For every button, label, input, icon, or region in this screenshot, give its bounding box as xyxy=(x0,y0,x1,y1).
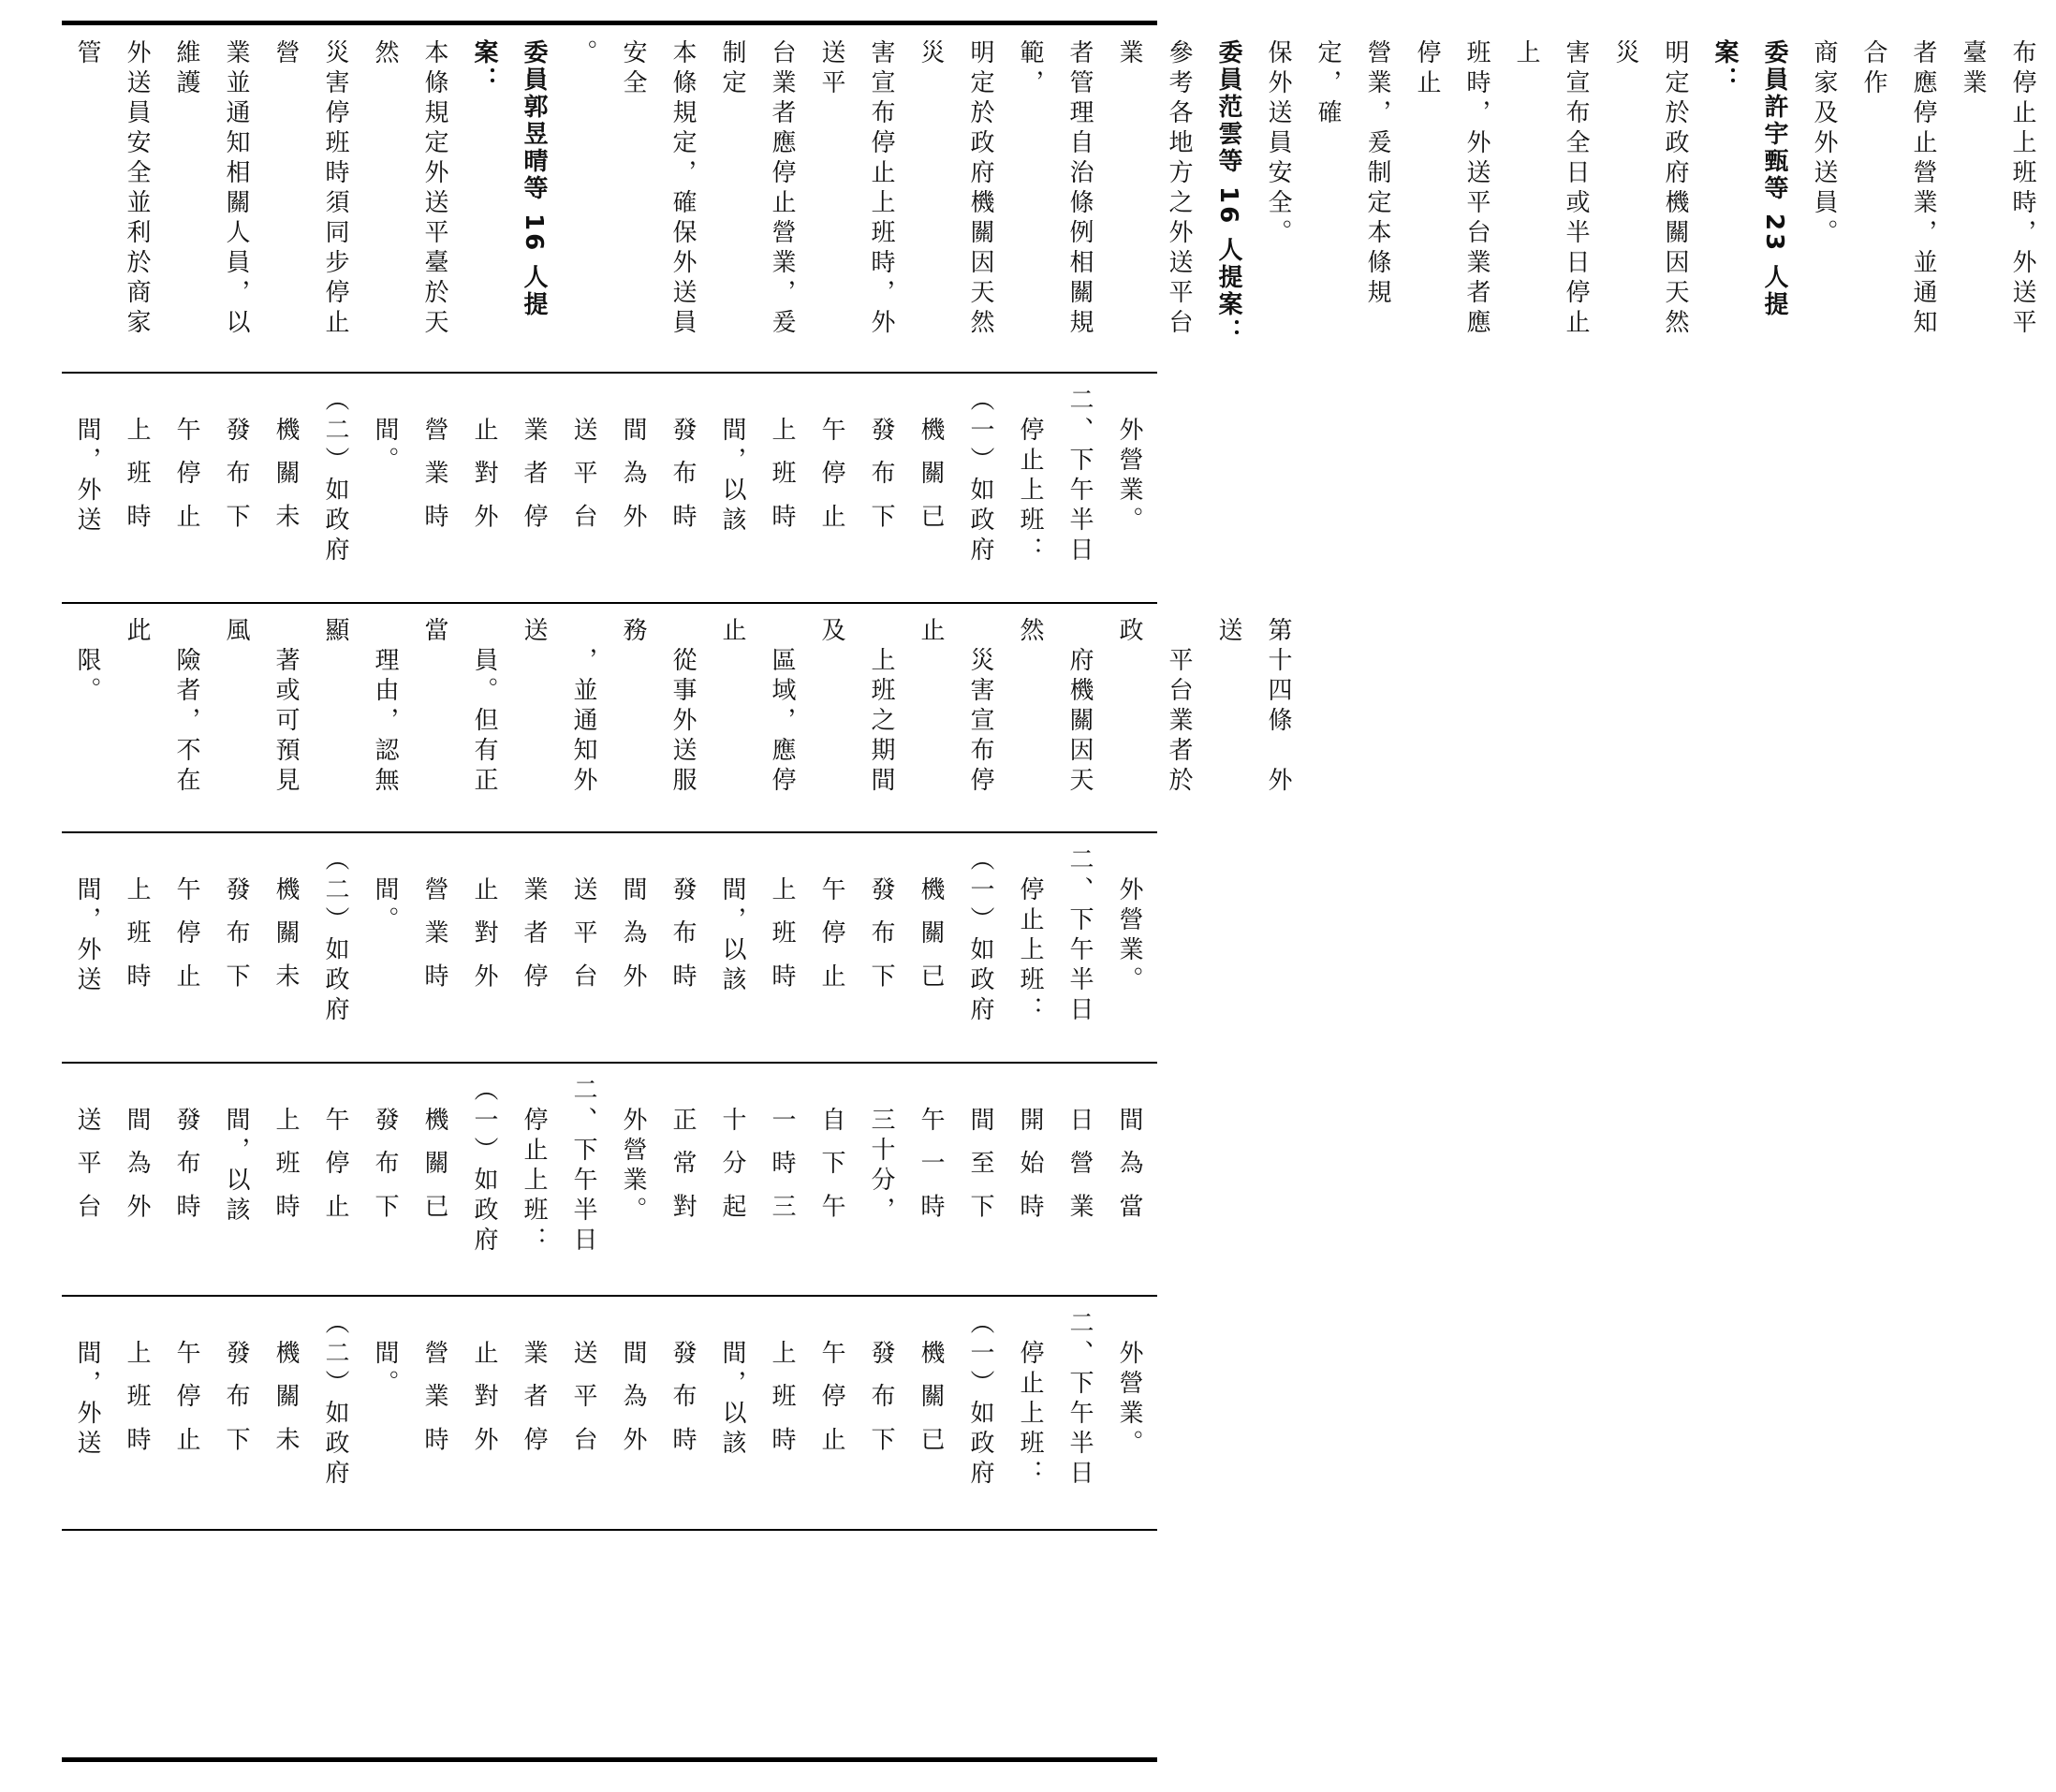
text-column: 機 關 已 xyxy=(420,1077,448,1224)
text-column: 開 始 時 xyxy=(1016,1077,1044,1224)
text-column: 間。 xyxy=(371,846,399,936)
text-column: 業 者 停 xyxy=(520,387,548,534)
text-column: 發 布 下 xyxy=(222,846,250,993)
text-column: 發 布 時 xyxy=(668,846,697,993)
text-column: 營業，爰制定本條規定，確 xyxy=(1314,39,1391,309)
text-column: 外營業。 xyxy=(619,1077,647,1226)
text-column: 上 班 時 xyxy=(768,1310,796,1457)
proposer-heading: 委員許宇甄等 23 人提案： xyxy=(1711,39,1788,319)
text-column xyxy=(1203,39,1253,345)
text-column: 外送員安全並利於商家管 xyxy=(73,39,151,339)
band-proposal-b xyxy=(62,833,1157,1062)
text-column: 二、下午半日 xyxy=(1065,846,1094,1026)
text-column: 營 業 時 xyxy=(420,387,448,534)
text-column: 上 班 時 xyxy=(768,387,796,534)
band-proposal-c xyxy=(62,1064,1157,1295)
text-column: 午 停 止 xyxy=(172,846,200,993)
text-column xyxy=(459,39,558,359)
text-column: 間，外送 xyxy=(73,846,101,996)
text-column: （二）如政府 xyxy=(321,387,349,566)
text-column: 營 業 時 xyxy=(420,846,448,993)
text-column: 間，以該 xyxy=(222,1077,250,1226)
text-column: ，並通知外送 xyxy=(520,617,597,797)
text-column: 發 布 時 xyxy=(668,387,697,534)
text-column: 者應停止營業，並通知合作 xyxy=(1859,39,1937,339)
text-column: 第十四條 外送 xyxy=(1214,617,1292,797)
text-column: 午 停 止 xyxy=(817,387,845,534)
text-column: 台業者應停止營業，爰制定 xyxy=(718,39,796,339)
text-column: 發 布 下 xyxy=(867,387,895,534)
text-column: 間 為 外 xyxy=(619,846,647,993)
text-column: 間 至 下 xyxy=(966,1077,994,1224)
band-article-14 xyxy=(62,604,1292,831)
text-column: 業 者 停 xyxy=(520,1310,548,1457)
text-column: 班時，外送平台業者應停止 xyxy=(1413,39,1491,339)
text-column: 發 布 下 xyxy=(867,846,895,993)
proposer-heading: 委員范雲等 16 人提案： xyxy=(1214,39,1242,346)
text-column: 府機關因天然 xyxy=(1016,617,1094,797)
text-column: 平台業者於政 xyxy=(1115,617,1193,797)
text-column: 十 分 起 xyxy=(718,1077,746,1224)
text-column: 止 對 外 xyxy=(470,1310,498,1457)
text-column: 停止上班： xyxy=(520,1077,548,1256)
text-column: 送 平 台 xyxy=(569,846,597,993)
band-divider xyxy=(62,1529,1157,1531)
text-column: 本條規定，確保外送員安全 xyxy=(619,39,697,339)
text-column: 送 平 台 xyxy=(73,1077,101,1224)
text-column: 上 班 時 xyxy=(768,846,796,993)
text-column: 本條規定外送平臺於天然 xyxy=(371,39,448,339)
text-column: 上 班 時 xyxy=(123,387,151,534)
text-column: 止 對 外 xyxy=(470,387,498,534)
band-text xyxy=(62,604,1312,818)
text-column: 業 者 停 xyxy=(520,846,548,993)
text-column: 機 關 未 xyxy=(272,846,300,993)
text-column xyxy=(1699,39,1799,359)
text-column: 間，外送 xyxy=(73,1310,101,1460)
text-column: 發 布 下 xyxy=(867,1310,895,1457)
text-column: 外營業。 xyxy=(1115,1310,1143,1460)
text-column: 午 停 止 xyxy=(321,1077,349,1224)
text-column: 間 為 當 xyxy=(1115,1077,1143,1224)
text-column: 一 時 三 xyxy=(768,1077,796,1224)
text-column: 參考各地方之外送平台業 xyxy=(1115,39,1193,339)
text-column: 正 常 對 xyxy=(668,1077,697,1224)
text-column: 間，外送 xyxy=(73,387,101,536)
text-column: 從事外送服務 xyxy=(619,617,697,797)
text-column: 險者，不在此 xyxy=(123,617,200,797)
page-bottom-rule xyxy=(62,1757,1157,1762)
text-column: 二、下午半日 xyxy=(1065,387,1094,566)
text-column: 員。但有正當 xyxy=(420,617,498,797)
text-column: 二、下午半日 xyxy=(569,1077,597,1256)
text-column: 發 布 下 xyxy=(222,1310,250,1457)
text-column: 機 關 已 xyxy=(917,846,945,993)
band-proposal-d xyxy=(62,1297,1157,1529)
text-column: 商家及外送員。 xyxy=(1810,39,1838,249)
text-column: 著或可預見風 xyxy=(222,617,300,797)
text-column: 災害停班時須同步停止營 xyxy=(272,39,349,339)
band-proposal-a xyxy=(62,374,1157,602)
band-text xyxy=(62,1064,1163,1282)
text-column: （一）如政府 xyxy=(470,1077,498,1256)
text-column: 發 布 時 xyxy=(172,1077,200,1224)
page-top-rule xyxy=(62,21,1157,25)
text-column: 限。 xyxy=(73,617,101,707)
text-column: 午 停 止 xyxy=(817,846,845,993)
text-column: 布停止上班時，外送平臺業 xyxy=(1959,39,2036,339)
text-column: （一）如政府 xyxy=(966,1310,994,1490)
text-column: 上 班 時 xyxy=(123,846,151,993)
text-column: 發 布 下 xyxy=(371,1077,399,1224)
text-column: （二）如政府 xyxy=(321,1310,349,1490)
text-column: 明定於政府機關因天然災 xyxy=(917,39,994,339)
text-column: 送 平 台 xyxy=(569,1310,597,1457)
text-column: 上班之期間及 xyxy=(817,617,895,797)
text-column: 間，以該 xyxy=(718,387,746,536)
text-column: 害宣布停止上班時，外送平 xyxy=(817,39,895,339)
text-column: 明定於政府機關因天然災 xyxy=(1611,39,1689,339)
text-column: 午 一 時 xyxy=(917,1077,945,1224)
text-column: 營 業 時 xyxy=(420,1310,448,1457)
band-text xyxy=(62,374,1163,589)
text-column: 上 班 時 xyxy=(272,1077,300,1224)
text-column: 發 布 時 xyxy=(668,1310,697,1457)
text-column: 午 停 止 xyxy=(817,1310,845,1457)
band-text xyxy=(62,833,1163,1049)
text-column: （一）如政府 xyxy=(966,387,994,566)
text-column: 發 布 下 xyxy=(222,387,250,534)
text-column: 間，以該 xyxy=(718,1310,746,1460)
text-column: 外營業。 xyxy=(1115,387,1143,536)
text-column: 停止上班： xyxy=(1016,846,1044,1026)
text-column: 午 停 止 xyxy=(172,387,200,534)
text-column: 間。 xyxy=(371,1310,399,1400)
text-column: 上 班 時 xyxy=(123,1310,151,1457)
text-column: 區域，應停止 xyxy=(718,617,796,797)
text-column: 者管理自治條例相關規範， xyxy=(1016,39,1094,339)
text-column: 間 為 外 xyxy=(123,1077,151,1224)
text-column: 間，以該 xyxy=(718,846,746,996)
text-column: 間。 xyxy=(371,387,399,477)
text-column: 送 平 台 xyxy=(569,387,597,534)
band-text xyxy=(62,1297,1163,1516)
text-column: 災害宣布停止 xyxy=(917,617,994,797)
text-column: 間 為 外 xyxy=(619,387,647,534)
text-column: （一）如政府 xyxy=(966,846,994,1026)
text-column: 三十分， xyxy=(867,1077,895,1226)
band-explanation xyxy=(62,26,2036,372)
text-column: 保外送員安全。 xyxy=(1264,39,1292,249)
text-column: 外營業。 xyxy=(1115,846,1143,996)
text-column: 機 關 已 xyxy=(917,387,945,534)
text-column: 日 營 業 xyxy=(1065,1077,1094,1224)
text-column: 業並通知相關人員，以維護 xyxy=(172,39,250,339)
text-column: 機 關 未 xyxy=(272,387,300,534)
text-column: （二）如政府 xyxy=(321,846,349,1026)
text-column: 停止上班： xyxy=(1016,387,1044,566)
text-column: 機 關 已 xyxy=(917,1310,945,1457)
text-column: 二、下午半日 xyxy=(1065,1310,1094,1490)
text-column: 害宣布全日或半日停止上 xyxy=(1512,39,1590,339)
band-text xyxy=(62,26,2056,359)
text-column: 理由，認無顯 xyxy=(321,617,399,797)
proposer-heading: 委員郭昱晴等 16 人提案： xyxy=(470,39,548,319)
text-column: 。 xyxy=(569,39,597,69)
text-column: 自 下 午 xyxy=(817,1077,845,1224)
text-column: 停止上班： xyxy=(1016,1310,1044,1490)
text-column: 止 對 外 xyxy=(470,846,498,993)
text-column: 機 關 未 xyxy=(272,1310,300,1457)
text-column: 午 停 止 xyxy=(172,1310,200,1457)
text-column: 間 為 外 xyxy=(619,1310,647,1457)
